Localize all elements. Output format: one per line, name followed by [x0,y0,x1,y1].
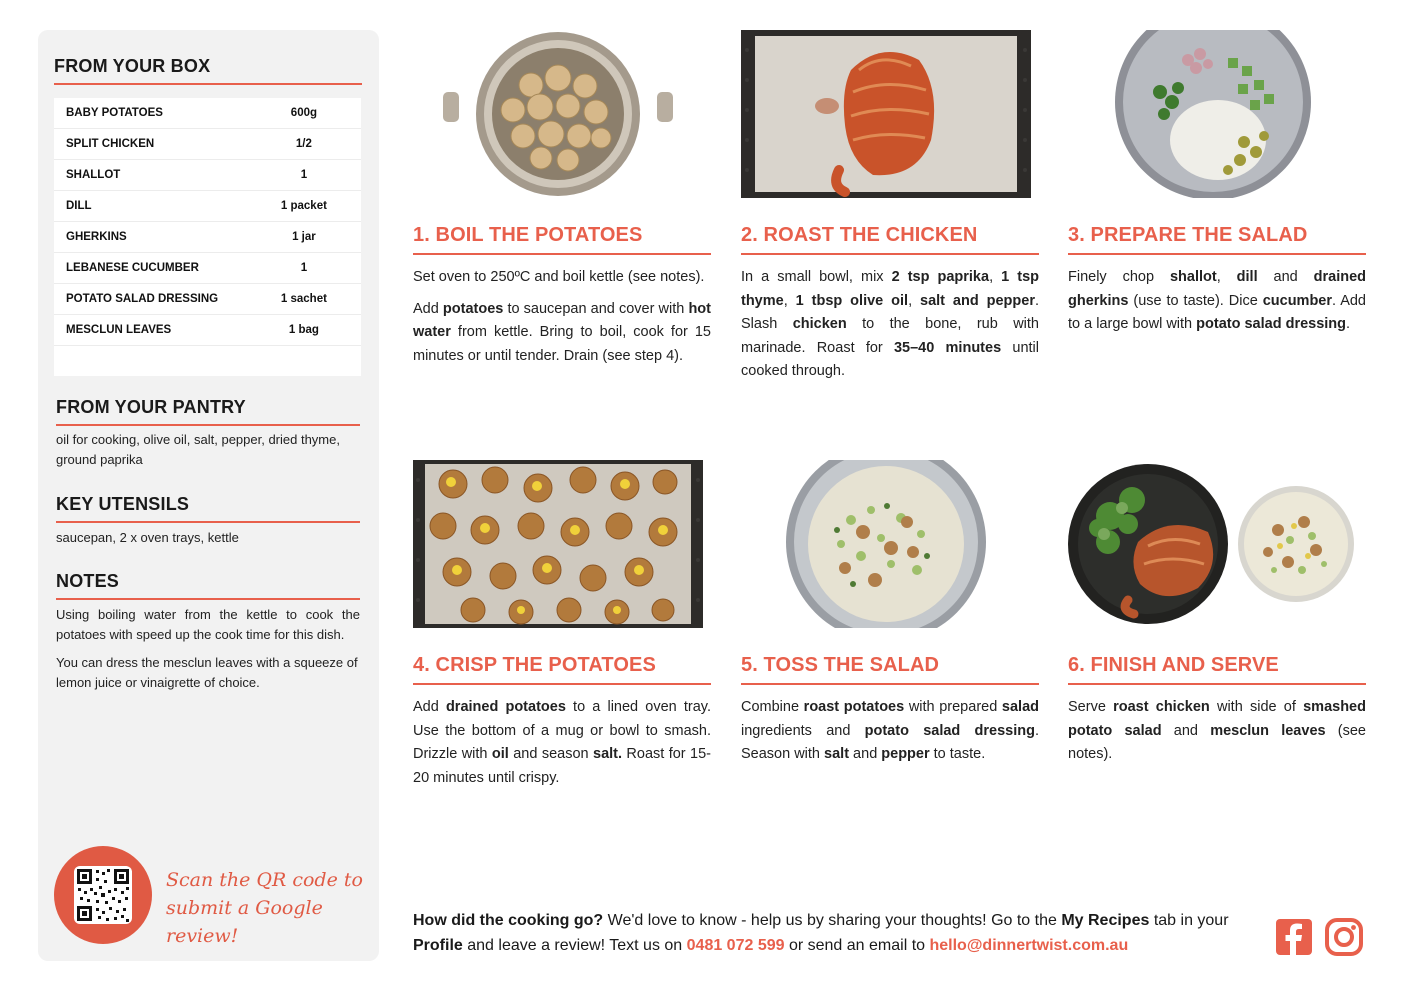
step-paragraph [1068,696,1366,767]
emphasis-text: roast potatoes [803,699,905,715]
emphasis-text: mesclun leaves [1210,722,1326,739]
emphasis-text: 1 tsp thyme [741,269,1040,309]
text-run: Combine [741,699,804,715]
ingredient-name: MESCLUN LEAVES [66,324,172,336]
ingredient-name: SPLIT CHICKEN [66,138,155,150]
text-run: to saucepan and cover with [503,300,689,317]
emphasis-text: 35–40 minutes [893,339,1002,356]
ingredient-row [54,160,361,191]
ingredient-row [54,284,361,315]
text-run: with side of [1209,699,1304,715]
ingredient-name: DILL [66,200,92,212]
emphasis-text: My Recipes [1061,912,1150,929]
step-5-title: 5. TOSS THE SALAD [741,654,1039,685]
emphasis-text: potatoes [442,300,504,317]
ingredient-name: SHALLOT [66,169,121,181]
smashed-potatoes-tray-image [413,460,703,628]
ingredient-qty: 1 bag [288,324,319,336]
text-run: tab in your [1149,912,1229,929]
step-4-title: 4. CRISP THE POTATOES [413,654,711,685]
text-run: , [1216,269,1237,285]
emphasis-text: hot water [413,300,711,340]
text-run: and [1161,722,1211,739]
step-3-title: 3. PREPARE THE SALAD [1068,224,1366,255]
text-run: ingredients and [741,722,865,739]
text-run: (use to taste). Dice [1128,292,1263,309]
text-run: Add [413,300,443,317]
text-run: and leave a review! Text us on [462,937,687,954]
contact-link[interactable]: hello@dinnertwist.com.au [929,937,1129,954]
qr-review-prompt [166,866,366,950]
emphasis-text: 2 tsp paprika [891,269,990,285]
qr-prompt-line-2: submit a Google review! [166,897,323,947]
ingredient-qty: 600g [290,107,318,119]
step-6-body [1068,696,1366,775]
ingredient-qty: 1 [300,169,308,181]
ingredient-row [54,253,361,284]
step-paragraph [413,696,711,790]
text-run: Set oven to 250ºC and boil kettle (see notes). [413,269,705,285]
text-run: , [908,292,921,309]
ingredient-row [54,98,361,129]
ingredient-qty: 1 sachet [280,293,327,305]
emphasis-text: dill [1236,269,1258,285]
text-run: with prepared [904,699,1002,715]
notes-heading: NOTES [56,571,360,600]
text-run: and season [508,746,593,762]
emphasis-text: salt and pepper [920,292,1035,309]
step-6-title: 6. FINISH AND SERVE [1068,654,1366,685]
text-run: and [849,746,882,762]
emphasis-text: smashed potato salad [1068,699,1366,739]
sidebar-panel [38,30,379,961]
step-1-title: 1. BOIL THE POTATOES [413,224,711,255]
text-run: We'd love to know - help us by sharing your thoughts! Go to the [603,912,1062,929]
emphasis-text: salt. [593,746,623,762]
step-2-body [741,266,1039,392]
tossed-potato-salad-image [741,460,1031,628]
contact-link[interactable]: 0481 072 599 [686,937,785,954]
ingredients-table [54,98,361,376]
qr-code-icon [74,866,132,924]
pantry-text [56,430,360,478]
text-run: Finely chop [1068,269,1170,285]
pantry-list: oil for cooking, olive oil, salt, pepper, dried thyme, ground paprika [56,432,340,467]
emphasis-text: potato salad dressing [864,722,1035,739]
emphasis-text: potato salad dressing [1196,316,1347,332]
step-5-body [741,696,1039,775]
utensils-list: saucepan, 2 x oven trays, kettle [56,530,239,545]
step-paragraph [741,696,1039,767]
emphasis-text: drained potatoes [445,699,566,715]
ingredient-name: GHERKINS [66,231,127,243]
ingredient-row [54,315,361,346]
emphasis-text: chicken [792,316,847,332]
emphasis-text: cucumber [1262,292,1333,309]
step-3-body [1068,266,1366,345]
step-paragraph [1068,266,1366,337]
ingredient-row [54,191,361,222]
step-1-body [413,266,711,376]
step-paragraph [413,298,711,369]
pantry-heading: FROM YOUR PANTRY [56,397,360,426]
emphasis-text: Profile [413,937,463,954]
ingredient-name: BABY POTATOES [66,107,163,119]
review-footer [413,908,1263,958]
text-run: In a small bowl, mix [741,269,892,285]
emphasis-text: roast chicken [1113,699,1210,715]
text-run: to the bone, rub with marinade. Roast for [741,316,1039,356]
text-run: Roast for 15-20 minutes until crispy. [413,746,711,786]
from-your-box-heading: FROM YOUR BOX [54,56,362,85]
text-run: to taste. [929,746,986,762]
text-run: Add [413,699,446,715]
pot-of-baby-potatoes-image [413,30,703,198]
instagram-icon[interactable] [1325,918,1363,956]
ingredient-qty: 1 jar [292,231,316,243]
emphasis-text: salt [824,746,850,762]
note-1: Using boiling water from the kettle to cook the potatoes with speed up the cook time for this dish. [56,607,360,642]
text-run: until cooked through. [741,339,1039,379]
text-run: and [1257,269,1314,285]
emphasis-text: 1 tbsp olive oil [795,292,909,309]
text-run: Serve [1068,699,1114,715]
text-run: , [783,292,796,309]
step-2-title: 2. ROAST THE CHICKEN [741,224,1039,255]
emphasis-text: shallot [1169,269,1217,285]
qr-code[interactable] [74,866,132,924]
text-run: . Add to a large bowl with [1068,292,1366,332]
text-run: , [989,269,1002,285]
text-run: or send an email to [784,937,930,954]
note-2: You can dress the mesclun leaves with a squeeze of lemon juice or vinaigrette of choice. [56,655,358,690]
facebook-icon[interactable] [1275,918,1313,956]
step-paragraph [413,266,711,290]
marinated-chicken-on-tray-image [741,30,1031,198]
ingredient-qty: 1 packet [280,200,327,212]
text-run: . Slash [741,292,1039,332]
ingredient-row [54,129,361,160]
utensils-heading: KEY UTENSILS [56,494,360,523]
text-run: . Season with [741,722,1039,762]
qr-code-badge[interactable] [54,846,152,944]
ingredient-row [54,222,361,253]
salad-ingredients-bowl-image [1068,30,1358,198]
emphasis-text: pepper [881,746,930,762]
notes-text [56,605,360,701]
qr-prompt-line-1: Scan the QR code to [166,869,363,891]
emphasis-text: salad [1001,699,1039,715]
ingredient-row-empty [54,346,361,376]
text-run: from kettle. Bring to boil, cook for 15 minutes or until tender. Drain (see step 4). [413,324,711,364]
emphasis-text: How did the cooking go? [413,912,604,929]
ingredient-name: LEBANESE CUCUMBER [66,262,199,274]
plated-chicken-and-salad-image [1068,460,1358,628]
ingredient-qty: 1 [300,262,308,274]
text-run: (see notes). [1068,722,1366,762]
utensils-text [56,528,360,556]
emphasis-text: drained gherkins [1068,269,1367,309]
emphasis-text: oil [491,746,509,762]
text-run: to a lined oven tray. Use the bottom of a mug or bowl to smash. Drizzle with [413,699,711,762]
step-paragraph [741,266,1039,384]
text-run: . [1346,316,1351,332]
ingredient-qty: 1/2 [295,138,312,150]
step-4-body [413,696,711,798]
ingredient-name: POTATO SALAD DRESSING [66,293,219,305]
